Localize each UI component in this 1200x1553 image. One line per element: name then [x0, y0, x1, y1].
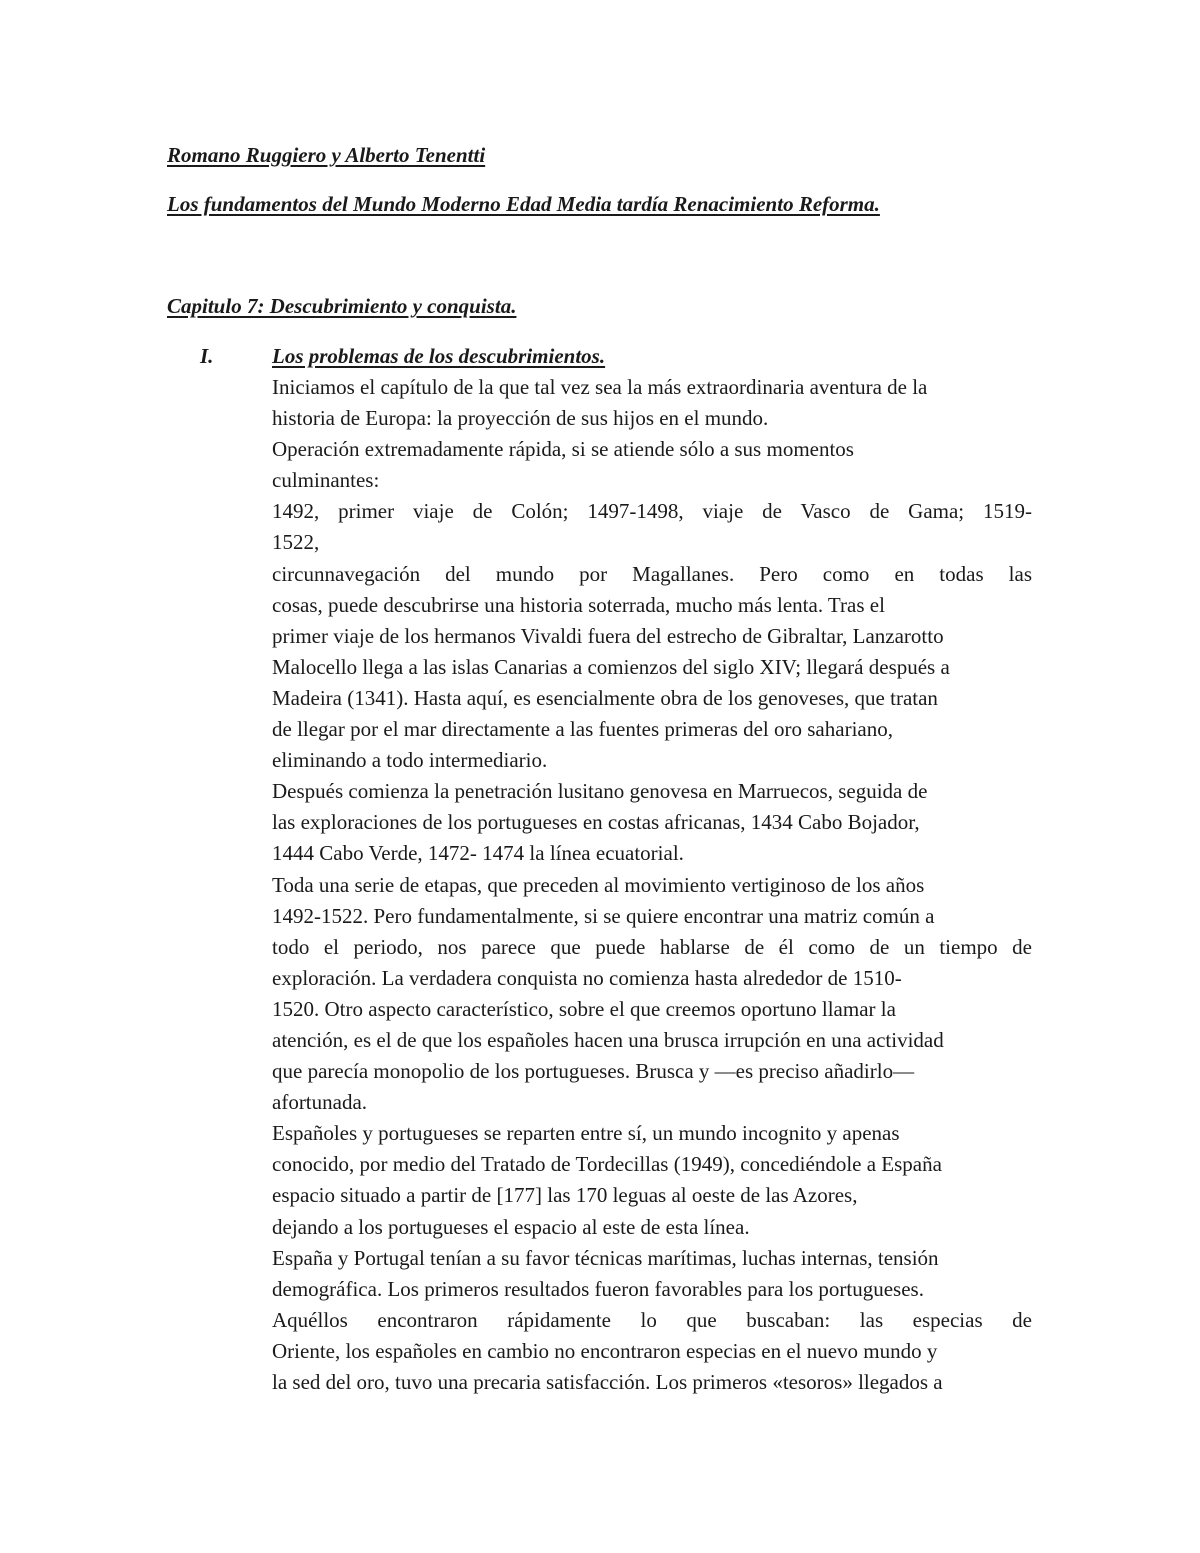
body-line: circunnavegación del mundo por Magallanes. Pero como en todas las: [272, 561, 1032, 586]
body-line: Iniciamos el capítulo de la que tal vez sea la más extraordinaria aventura de la: [272, 375, 928, 399]
body-line: 1522,: [272, 530, 320, 555]
body-line: atención, es el de que los españoles hacen una brusca irrupción en una actividad: [272, 1027, 944, 1052]
body-line: las exploraciones de los portugueses en costas africanas, 1434 Cabo Bojador,: [272, 810, 920, 835]
body-line: historia de Europa: la proyección de sus hijos en el mundo.: [272, 406, 769, 431]
body-line: 1492-1522. Pero fundamentalmente, si se quiere encontrar una matriz común a: [272, 903, 935, 928]
body-line: demográfica. Los primeros resultados fueron favorables para los portugueses.: [272, 1276, 924, 1301]
body-line: cosas, puede descubrirse una historia soterrada, mucho más lenta. Tras el: [272, 592, 885, 617]
section-number: I.: [200, 344, 214, 368]
body-line: España y Portugal tenían a su favor técnicas marítimas, luchas internas, tensión: [272, 1245, 939, 1270]
body-line: 1492, primer viaje de Colón; 1497-1498, viaje de Vasco de Gama; 1519-: [272, 499, 1032, 524]
body-line: Oriente, los españoles en cambio no encontraron especias en el nuevo mundo y: [272, 1338, 938, 1363]
body-line: exploración. La verdadera conquista no comienza hasta alrededor de 1510-: [272, 965, 902, 990]
body-line: dejando a los portugueses el espacio al este de esta línea.: [272, 1214, 750, 1239]
body-line: 1444 Cabo Verde, 1472- 1474 la línea ecuatorial.: [272, 841, 684, 866]
body-line: Españoles y portugueses se reparten entre sí, un mundo incognito y apenas: [272, 1121, 900, 1146]
body-line: Malocello llega a las islas Canarias a comienzos del siglo XIV; llegará después a: [272, 654, 950, 679]
body-line: Toda una serie de etapas, que preceden al movimiento vertiginoso de los años: [272, 872, 925, 897]
body-paragraphs: [272, 372, 1032, 1398]
author-line: Romano Ruggiero y Alberto Tenentti: [167, 143, 486, 167]
body-line: que parecía monopolio de los portugueses. Brusca y —es preciso añadirlo—: [272, 1059, 915, 1084]
chapter-title: Capitulo 7: Descubrimiento y conquista.: [167, 294, 517, 318]
body-line: de llegar por el mar directamente a las fuentes primeras del oro sahariano,: [272, 717, 893, 742]
body-line: conocido, por medio del Tratado de Tordecillas (1949), concediéndole a España: [272, 1152, 942, 1177]
body-line: Aquéllos encontraron rápidamente lo que buscaban: las especias de: [272, 1307, 1032, 1332]
body-line: culminantes:: [272, 468, 380, 493]
book-title: Los fundamentos del Mundo Moderno Edad Media tardía Renacimiento Reforma.: [167, 192, 880, 216]
body-line: la sed del oro, tuvo una precaria satisfacción. Los primeros «tesoros» llegados a: [272, 1370, 943, 1394]
body-line: Después comienza la penetración lusitano genovesa en Marruecos, seguida de: [272, 779, 928, 804]
body-line: Madeira (1341). Hasta aquí, es esencialmente obra de los genoveses, que tratan: [272, 685, 938, 710]
body-line: espacio situado a partir de [177] las 170 leguas al oeste de las Azores,: [272, 1183, 858, 1208]
body-line: todo el periodo, nos parece que puede hablarse de él como de un tiempo de: [272, 934, 1032, 959]
body-line: 1520. Otro aspecto característico, sobre el que creemos oportuno llamar la: [272, 996, 896, 1021]
body-line: eliminando a todo intermediario.: [272, 748, 548, 773]
section-title: Los problemas de los descubrimientos.: [272, 344, 606, 368]
body-line: Operación extremadamente rápida, si se atiende sólo a sus momentos: [272, 437, 854, 462]
body-line: afortunada.: [272, 1090, 368, 1115]
body-line: primer viaje de los hermanos Vivaldi fuera del estrecho de Gibraltar, Lanzarotto: [272, 623, 944, 648]
